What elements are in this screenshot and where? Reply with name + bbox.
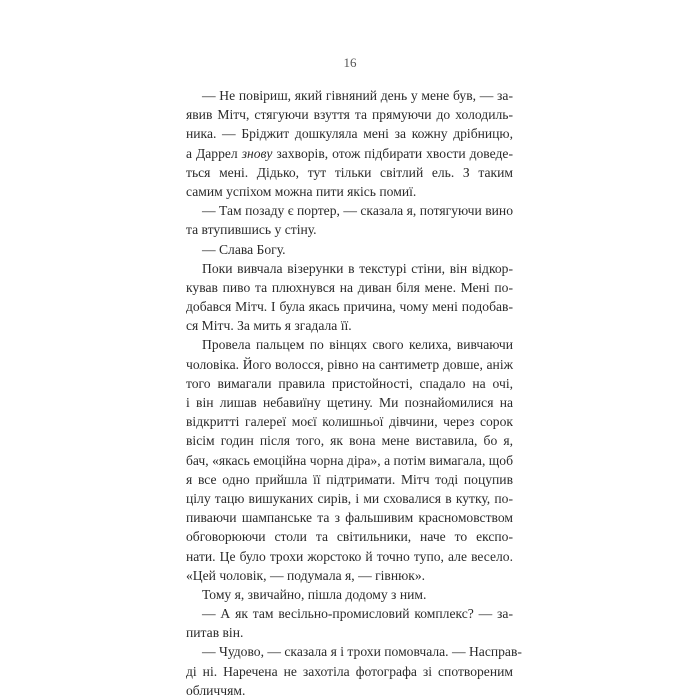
text-line (186, 623, 513, 642)
text-segment: і він лишав небавиїну щетину. Ми познайомилися на (186, 395, 513, 410)
text-segment: та втупившись у стіну. (186, 222, 317, 238)
text-segment: а Даррел (186, 145, 242, 161)
text-line (186, 489, 513, 508)
text-segment: чоловіка. Його волосся, рівно на сантиметр довше, аніж (186, 356, 513, 372)
text-line (186, 451, 513, 470)
text-segment: пиваючи шампанське та з фальшивим красномовством (186, 510, 513, 526)
text-line (186, 259, 513, 278)
text-line (186, 431, 513, 450)
text-segment: ді ні. Наречена не захотіла фотографа зі спотвореним (186, 663, 513, 679)
text-segment: ться мені. Дідько, тут тільки світлий ель. З таким (186, 164, 513, 180)
text-segment: — Слава Богу. (202, 241, 286, 257)
text-segment: цілу тацю вишуканих сирів, і ми сховалися в кутку, по- (186, 490, 513, 506)
text-segment: явив Мітч, стягуючи взуття та прямуючи до холодиль- (186, 107, 513, 123)
text-line (186, 144, 513, 163)
text-segment: добався Мітч. І була якась причина, чому мені подобав- (186, 299, 513, 315)
text-segment: ника. — Бріджит дошкуляла мені за кожну дрібницю, (186, 126, 513, 142)
text-line (186, 316, 513, 335)
text-line (186, 662, 513, 681)
text-segment: питав він. (186, 625, 244, 641)
text-segment: кував пиво та плюхнувся на диван біля мене. Мені по- (186, 279, 513, 295)
text-line (186, 508, 513, 527)
text-segment: нати. Це було трохи жорстоко й точно тупо, але весело. (186, 548, 513, 564)
text-segment: — Там позаду є портер, — сказала я, потягуючи вино (202, 203, 513, 219)
text-segment: ся Мітч. За мить я згадала її. (186, 318, 352, 334)
text-segment: Поки вивчала візерунки в текстурі стіни, він відкор- (202, 260, 513, 276)
text-line (186, 412, 513, 431)
text-line (186, 220, 513, 239)
text-segment: обличчям. (186, 682, 246, 698)
text-line (186, 182, 513, 201)
text-segment: Провела пальцем по вінцях свого келиха, вивчаючи (202, 337, 513, 353)
text-segment: захворів, отож підбирати хвости доведе- (272, 145, 513, 161)
text-segment: бач, «якась емоційна чорна діра», а потім вимагала, щоб (186, 452, 513, 468)
text-segment: «Цей чоловік, — подумала я, — гівнюк». (186, 567, 426, 583)
text-line (186, 163, 513, 182)
text-line (186, 86, 513, 105)
text-segment: — А як там весільно-промисловий комплекс? — за- (202, 606, 513, 622)
text-line (186, 374, 513, 393)
text-line (186, 124, 513, 143)
page-number: 16 (343, 55, 357, 70)
text-line (186, 297, 513, 316)
text-line (186, 566, 513, 585)
text-line (186, 547, 513, 566)
text-segment: того вимагали правила пристойності, спадало на очі, (186, 375, 513, 391)
text-segment: вісім годин після того, як вона мене виставила, бо я, (186, 433, 513, 449)
text-segment: самим успіхом можна пити якісь помиї. (186, 183, 417, 199)
text-line (186, 585, 513, 604)
text-line (186, 470, 513, 489)
text-line (186, 393, 513, 412)
text-segment: відкритті галереї моєї колишньої дівчини, через сорок (186, 414, 513, 430)
text-line (186, 335, 513, 354)
body-text (186, 86, 522, 700)
text-line (186, 527, 513, 546)
text-segment: Тому я, звичайно, пішла додому з ним. (202, 586, 427, 602)
text-segment: я все одно прийшла її підтримати. Мітч тоді поцупив (186, 471, 513, 487)
text-line (186, 355, 513, 374)
text-line (186, 201, 513, 220)
text-segment: — Не повіриш, який гівняний день у мене був, — за- (202, 88, 513, 103)
text-line (186, 642, 522, 661)
italic-text-segment: знову (241, 145, 273, 161)
text-line (186, 681, 513, 700)
text-segment: — Чудово, — сказала я і трохи помовчала. — Насправ- (202, 644, 522, 660)
text-line (186, 278, 513, 297)
text-line (186, 604, 513, 623)
text-line (186, 105, 513, 124)
text-segment: обговорюючи столи та світильники, наче то експо- (186, 529, 513, 545)
text-line (186, 240, 513, 259)
